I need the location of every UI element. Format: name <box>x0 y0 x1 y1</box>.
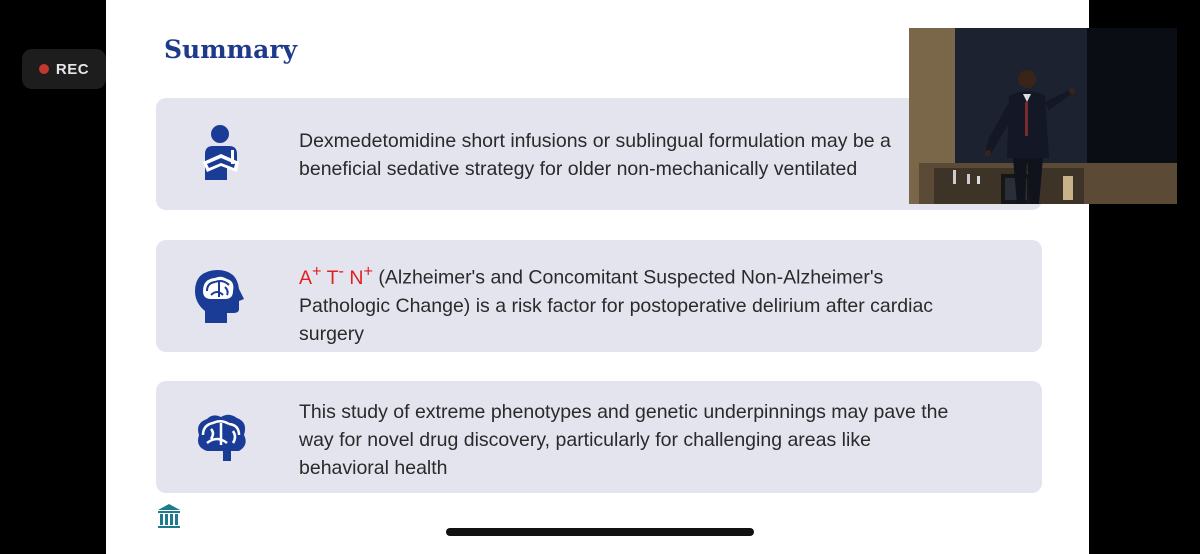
card-text: A+ T- N+ (Alzheimer's and Concomitant Suspected Non-Alzheimer's Pathologic Change) is a risk factor for postoperative delirium after cardiac surgery <box>299 262 934 345</box>
amyloid-marker: A+ <box>299 262 322 289</box>
speaker-video-frame <box>909 28 1177 204</box>
summary-card-phenotypes <box>156 381 1042 493</box>
home-indicator[interactable] <box>446 528 754 536</box>
brain-icon <box>191 411 251 463</box>
card-text: Dexmedetomidine short infusions or sublingual formulation may be a beneficial sedative strategy for older non-mechanically ventilated <box>299 130 891 180</box>
institution-columns-icon <box>156 503 182 531</box>
summary-card-atn <box>156 240 1042 352</box>
slide-title: Summary <box>164 35 298 64</box>
record-dot-icon <box>39 64 49 74</box>
recording-label: REC <box>55 60 90 78</box>
neurodegeneration-marker: N+ <box>349 262 373 289</box>
card-text: This study of extreme phenotypes and genetic underpinnings may pave the way for novel drug discovery, particularly for challenging areas like behavioral health <box>299 401 949 479</box>
recording-indicator[interactable] <box>22 49 106 89</box>
speaker-video-overlay[interactable] <box>909 28 1177 204</box>
head-with-brain-icon <box>191 267 247 325</box>
tau-marker: T- <box>326 262 344 289</box>
person-with-arm-sling-icon <box>191 124 247 184</box>
